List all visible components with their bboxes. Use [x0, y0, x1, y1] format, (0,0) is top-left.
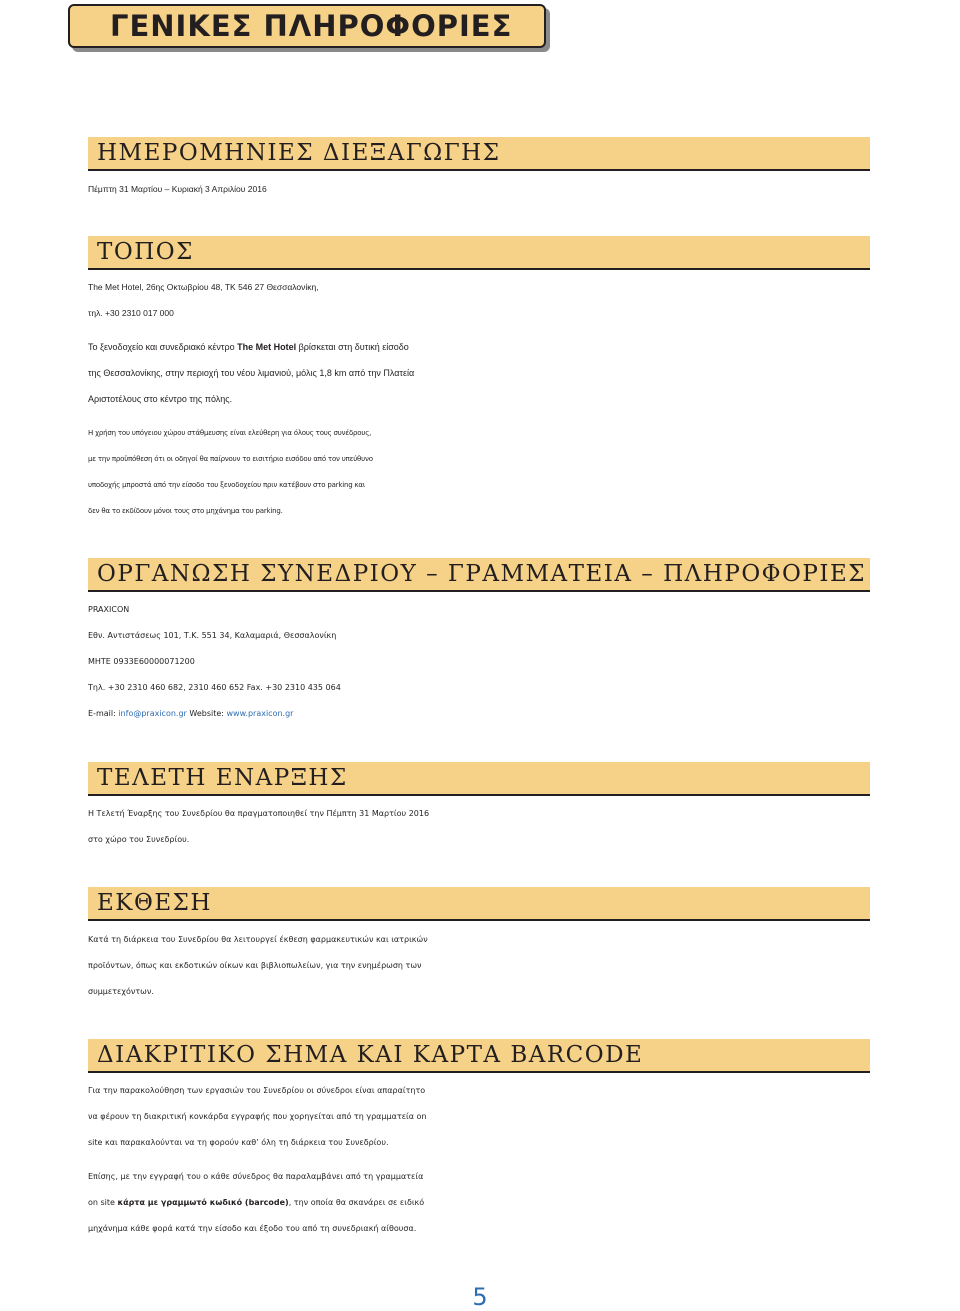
organizer-details — [88, 597, 878, 727]
section-heading-text: ΤΕΛΕΤΗ ΕΝΑΡΞΗΣ — [97, 765, 348, 791]
exhibition-line: Κατά τη διάρκεια του Συνεδρίου θα λειτουργεί έκθεση φαρμακευτικών και ιατρικών — [88, 935, 428, 944]
section-heading-exhibition — [88, 887, 870, 921]
section-heading-opening — [88, 762, 870, 796]
organizer-registry: ΜΗΤΕ 0933Ε60000071200 — [88, 657, 195, 666]
organizer-company: PRAXICON — [88, 605, 130, 614]
page-title: ΓΕΝΙΚΕΣ ΠΛΗΡΟΦΟΡΙΕΣ — [110, 9, 513, 43]
section-heading-venue — [88, 236, 870, 270]
exhibition-line: συμμετεχόντων. — [88, 987, 154, 996]
venue-desc-line: της Θεσσαλονίκης, στην περιοχή του νέου λιμανιού, μόλις 1,8 km από την Πλατεία — [88, 368, 415, 378]
badge-paragraph-2 — [88, 1164, 878, 1242]
venue-desc-line: Το ξενοδοχείο και συνεδριακό κέντρο The Met Hotel βρίσκεται στη δυτική είσοδο — [88, 342, 409, 352]
venue-phone-line: τηλ. +30 2310 017 000 — [88, 308, 174, 318]
barcode-card-term: κάρτα με γραμμωτό κωδικό (barcode) — [117, 1198, 289, 1207]
email-link[interactable]: info@praxicon.gr — [118, 709, 187, 718]
venue-address-line: The Met Hotel, 26ης Οκτωβρίου 48, ΤΚ 546 27 Θεσσαλονίκη, — [88, 282, 319, 292]
page-number: 5 — [472, 1283, 488, 1311]
organizer-address: Εθν. Αντιστάσεως 101, Τ.Κ. 551 34, Καλαμαριά, Θεσσαλονίκη — [88, 631, 337, 640]
page-title-box — [68, 4, 546, 48]
section-heading-badge — [88, 1039, 870, 1073]
venue-hotel-name: The Met Hotel — [237, 342, 297, 352]
opening-line: Η Τελετή Έναρξης του Συνεδρίου θα πραγματοποιηθεί την Πέμπτη 31 Μαρτίου 2016 — [88, 809, 430, 818]
section-heading-organizer — [88, 558, 870, 592]
section-heading-text: ΤΟΠΟΣ — [97, 239, 194, 265]
section-heading-text: ΟΡΓΑΝΩΣΗ ΣΥΝΕΔΡΙΟΥ – ΓΡΑΜΜΑΤΕΙΑ – ΠΛΗΡΟΦΟΡΙΕΣ — [97, 561, 866, 587]
section-heading-text: ΕΚΘΕΣΗ — [97, 890, 212, 916]
organizer-phone: Τηλ. +30 2310 460 682, 2310 460 652 Fax. +30 2310 435 064 — [88, 683, 341, 692]
venue-address — [88, 274, 878, 326]
opening-text — [88, 801, 878, 853]
venue-parking — [88, 420, 878, 524]
section-heading-dates — [88, 137, 870, 171]
badge-line: Για την παρακολούθηση των εργασιών του Συνεδρίου οι σύνεδροι είναι απαραίτητο — [88, 1086, 426, 1095]
parking-line: δεν θα το εκδίδουν μόνοι τους στο μηχάνημα του parking. — [88, 507, 283, 515]
badge-line: site και παρακαλούνται να τη φορούν καθ’ όλη τη διάρκεια του Συνεδρίου. — [88, 1138, 389, 1147]
badge-line: μηχάνημα κάθε φορά κατά την είσοδο και έξοδο του από τη συνεδριακή αίθουσα. — [88, 1224, 417, 1233]
venue-desc-line: Αριστοτέλους στο κέντρο της πόλης. — [88, 394, 233, 404]
parking-line: υποδοχής μπροστά από την είσοδο του ξενοδοχείου πριν κατέβουν στο parking και — [88, 481, 365, 489]
section-heading-text: ΗΜΕΡΟΜΗΝΙΕΣ ΔΙΕΞΑΓΩΓΗΣ — [97, 140, 501, 166]
dates-line: Πέμπτη 31 Μαρτίου – Κυριακή 3 Απριλίου 2016 — [88, 184, 267, 194]
organizer-contact-line: E-mail: info@praxicon.gr Website: www.praxicon.gr — [88, 709, 294, 718]
opening-line: στο χώρο του Συνεδρίου. — [88, 835, 190, 844]
badge-paragraph-1 — [88, 1078, 878, 1156]
exhibition-line: προϊόντων, όπως και εκδοτικών οίκων και βιβλιοπωλείων, για την ενημέρωση των — [88, 961, 422, 970]
website-link[interactable]: www.praxicon.gr — [226, 709, 294, 718]
parking-line: Η χρήση του υπόγειου χώρου στάθμευσης είναι ελεύθερη για όλους τους συνέδρους, — [88, 429, 372, 437]
venue-description — [88, 334, 878, 412]
badge-line: να φέρουν τη διακριτική κονκάρδα εγγραφής που χορηγείται από τη γραμματεία on — [88, 1112, 427, 1121]
section-heading-text: ΔΙΑΚΡΙΤΙΚΟ ΣΗΜΑ ΚΑΙ ΚΑΡΤΑ BARCODE — [97, 1042, 644, 1068]
badge-line: on site κάρτα με γραμμωτό κωδικό (barcode), την οποία θα σκανάρει σε ειδικό — [88, 1198, 425, 1207]
dates-text — [88, 176, 878, 202]
exhibition-text — [88, 927, 878, 1005]
badge-line: Επίσης, με την εγγραφή του ο κάθε σύνεδρος θα παραλαμβάνει από τη γραμματεία — [88, 1172, 424, 1181]
parking-line: με την προϋπόθεση ότι οι οδηγοί θα παίρνουν το εισιτήριο εισόδου από τον υπεύθυνο — [88, 455, 373, 463]
